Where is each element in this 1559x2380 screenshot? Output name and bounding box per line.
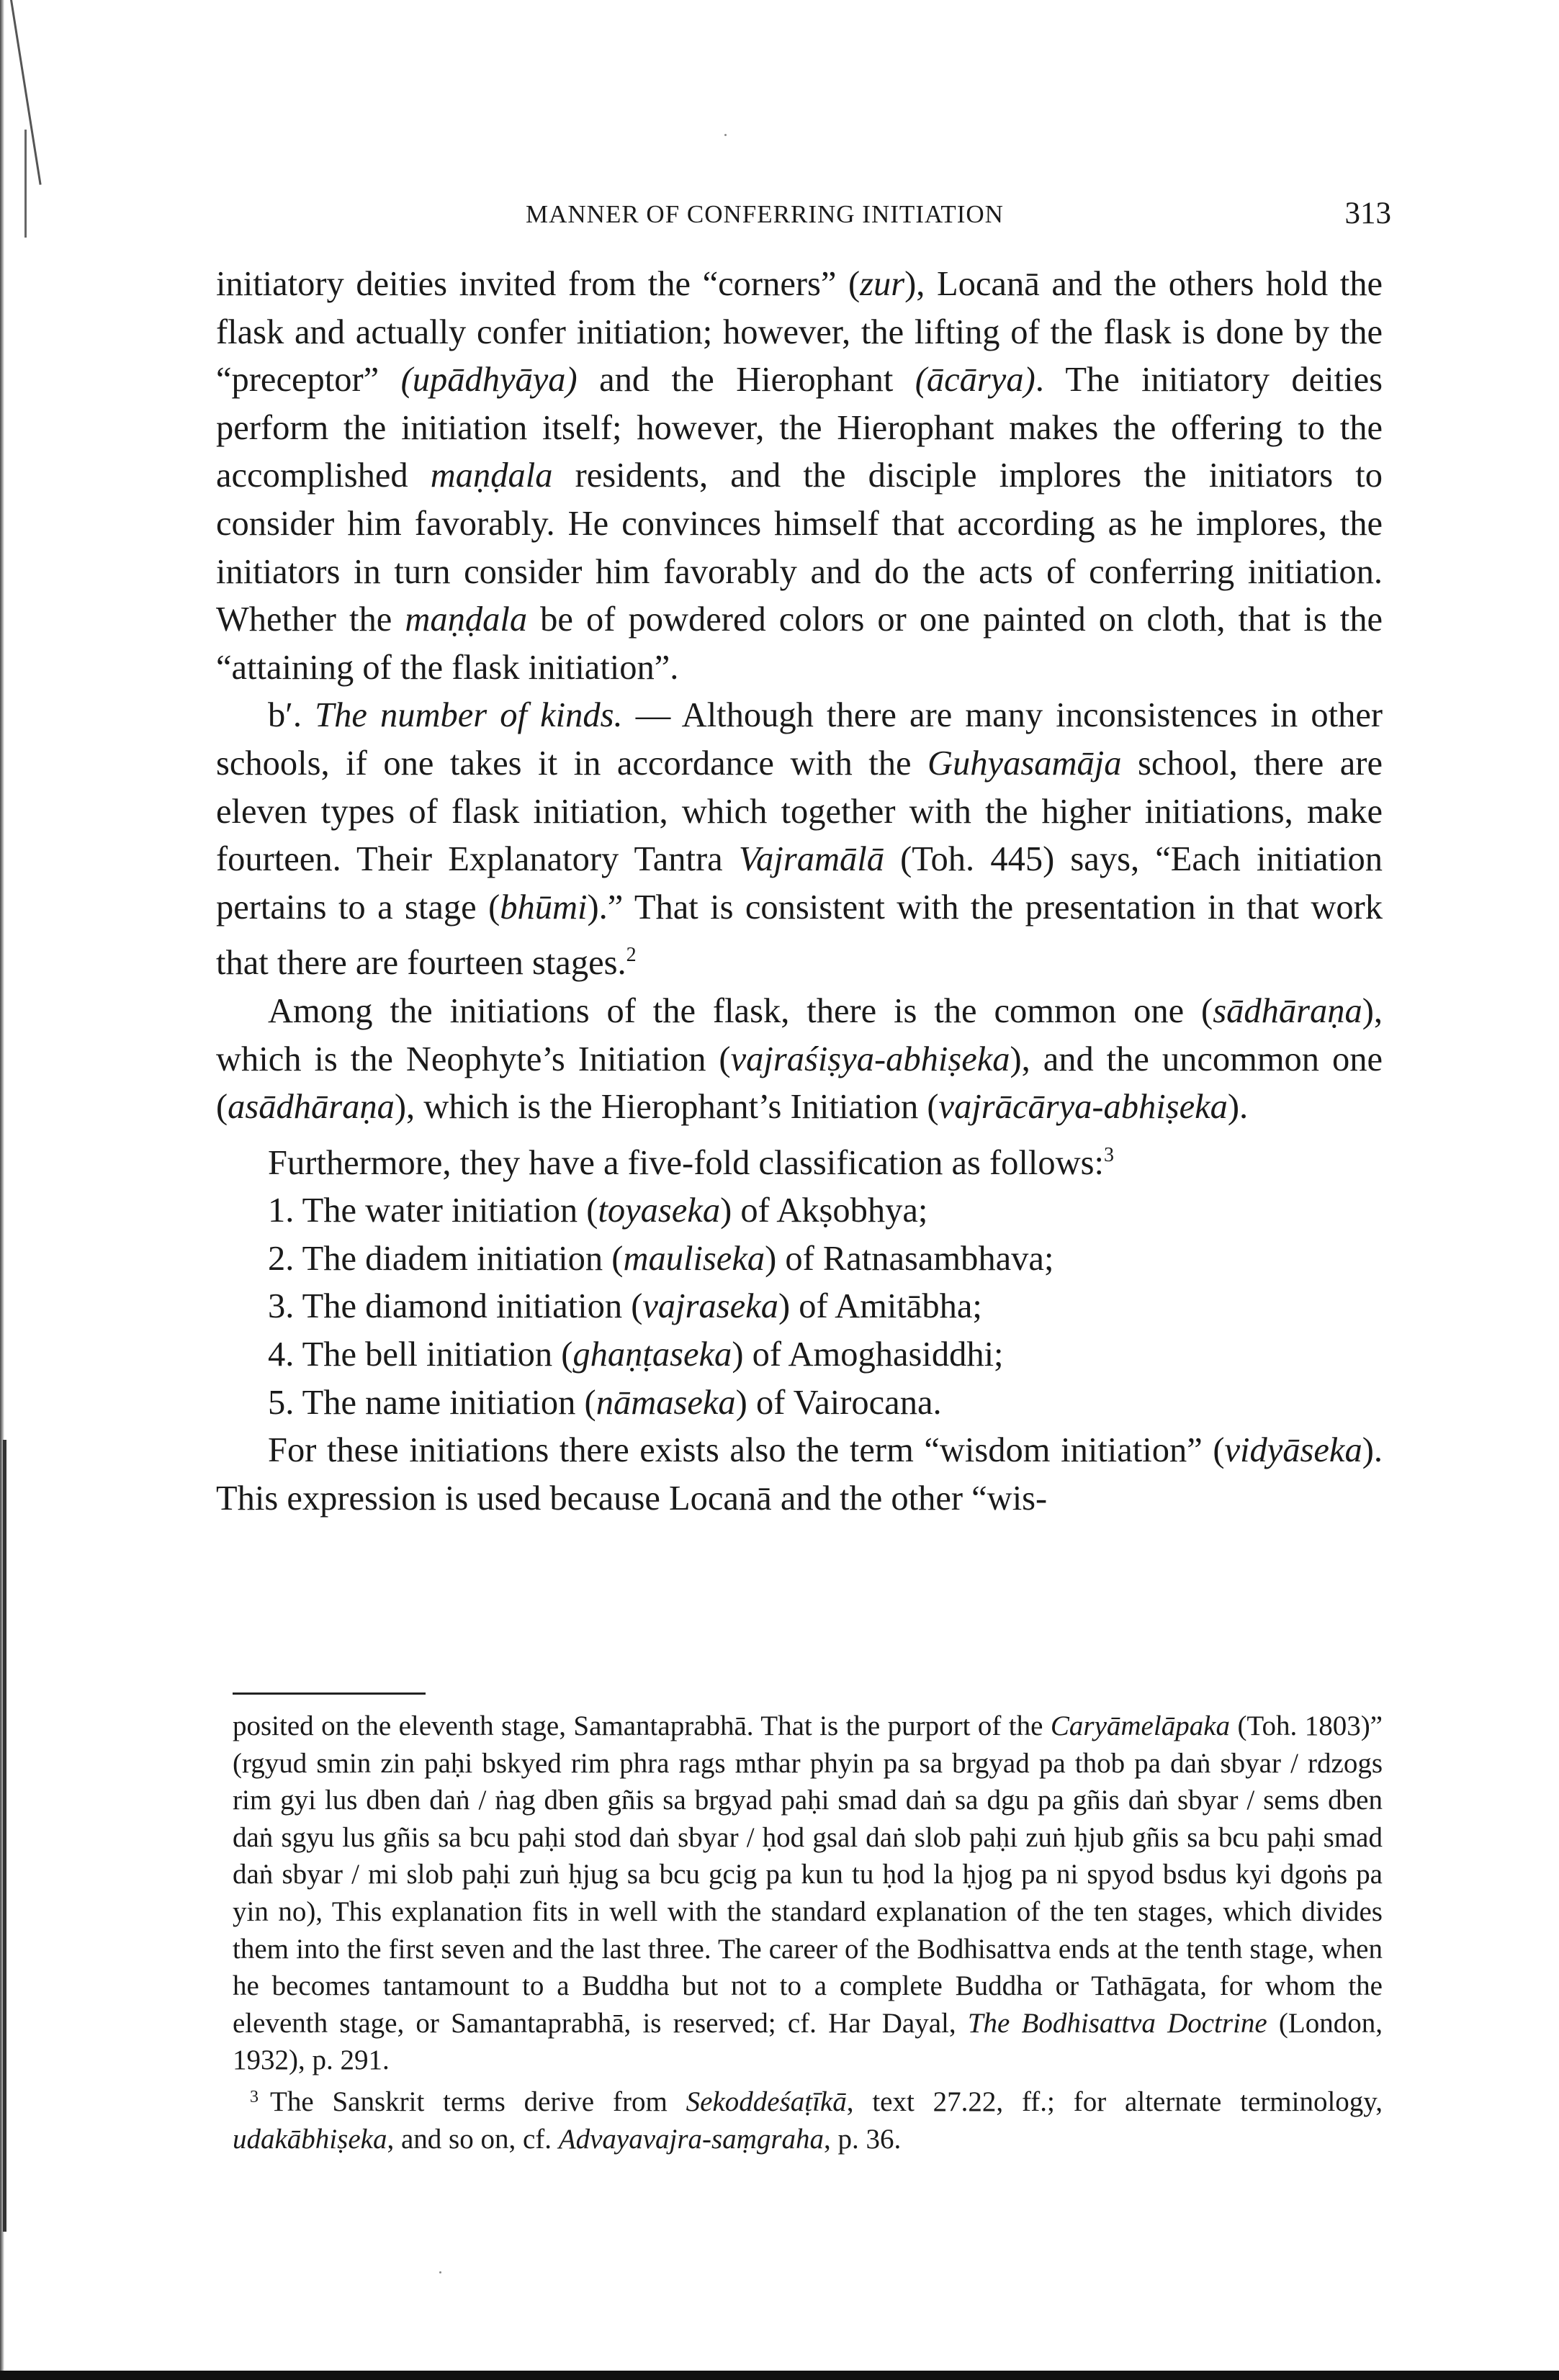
- list-item: 5. The name initiation (nāmaseka) of Vairocana.: [268, 1383, 942, 1422]
- footnotes: [233, 1708, 1383, 2158]
- scan-bottom-edge: [0, 2371, 1559, 2380]
- main-text: [216, 261, 1383, 1523]
- page-header: [216, 196, 1391, 239]
- scan-edge-mark: [24, 130, 27, 238]
- footnote-ref-3: 3: [1103, 1143, 1114, 1166]
- footnote-continued: posited on the eleventh stage, Samantaprabhā. That is the purport of the Caryāmelāpaka (Toh. 1803)” (rgyud smin zin paḥi bskyed rim phra rags mthar phyin pa sa brgyad pa thob pa daṅ sbyar / rdzogs rim gyi lus dben daṅ / ṅag dben gñis sa brgyad paḥi smad daṅ sa dgu pa gñis daṅ sbyar / sems dben daṅ sgyu lus gñis sa bcu paḥi stod daṅ sbyar / ḥod gsal daṅ slob paḥi zuṅ ḥjub gñis sa bcu paḥi smad daṅ sbyar / mi slob paḥi zuṅ ḥjug sa bcu gcig pa kun tu ḥod la ḥjog pa ni spyod bsdus kyi dgoṅs pa yin no), This explanation fits in well with the standard explanation of the ten stages, which divides them into the first seven and the last three. The career of the Bodhisattva ends at the tenth stage, when he becomes tantamount to a Buddha but not to a complete Buddha or Tathāgata, for whom the eleventh stage, or Samantaprabhā, is reserved; cf. Har Dayal, The Bodhisattva Doctrine (London, 1932), p. 291.: [233, 1710, 1383, 2076]
- paragraph-3: Among the initiations of the flask, there is the common one (sādhāraṇa), which is the Neophyte’s Initiation (vajraśiṣya-abhiṣeka), and the uncommon one (asādhāraṇa), which is the Hierophant’s Initiation (vajrācārya-abhiṣeka).: [216, 991, 1383, 1127]
- list-item: 3. The diamond initiation (vajraseka) of Amitābha;: [268, 1287, 982, 1326]
- paragraph-4: Furthermore, they have a five-fold classification as follows:$^3$: [268, 1143, 1114, 1182]
- footnote-3: $^3$ The Sanskrit terms derive from Sekoddeśaṭīkā, text 27.22, ff.; for alternate terminology, udakābhiṣeka, and so on, cf. Advayavajra-saṃgraha, p. 36.: [233, 2086, 1383, 2155]
- page-number: 313: [1344, 197, 1391, 230]
- paragraph-5: For these initiations there exists also the term “wisdom initiation” (vidyāseka). This expression is used because Locanā and the other “wis-: [216, 1431, 1383, 1518]
- list-item: 4. The bell initiation (ghaṇṭaseka) of Amoghasiddhi;: [268, 1335, 1004, 1374]
- running-head: MANNER OF CONFERRING INITIATION: [526, 200, 1004, 228]
- paragraph-2: b′. The number of kinds. — Although there are many inconsistences in other schools, if one takes it in accordance with the Guhyasamāja school, there are eleven types of flask initiation, which together with the higher initiations, make fourteen. Their Explanatory Tantra Vajramālā (Toh. 445) says, “Each initiation pertains to a stage (bhūmi).” That is consistent with the presentation in that work that there are fourteen stages.$^2$: [216, 696, 1383, 983]
- paragraph-1: initiatory deities invited from the “corners” (zur), Locanā and the others hold the flask and actually confer initiation; however, the lifting of the flask is done by the “preceptor” (upādhyāya) and the Hierophant (ācārya). The initiatory deities perform the initiation itself; however, the Hierophant makes the offering to the accomplished maṇḍala residents, and the disciple implores the initiators to consider him favorably. He convinces himself that according as he implores, the initiators in turn consider him favorably and do the acts of conferring initiation. Whether the maṇḍala be of powdered colors or one painted on cloth, that is the “attaining of the flask initiation”.: [216, 265, 1383, 687]
- list-item: 1. The water initiation (toyaseka) of Akṣobhya;: [268, 1191, 928, 1230]
- scan-speck: [439, 2271, 441, 2273]
- scan-speck: [724, 134, 727, 136]
- list-item: 2. The diadem initiation (mauliseka) of Ratnasambhava;: [268, 1239, 1054, 1278]
- scan-edge-mark: [3, 1440, 6, 2232]
- footnote-ref-2: 2: [626, 944, 637, 967]
- footnote-mark: 3: [250, 2087, 259, 2106]
- footnote-divider: [233, 1692, 426, 1695]
- initiation-list: [216, 1187, 1383, 1427]
